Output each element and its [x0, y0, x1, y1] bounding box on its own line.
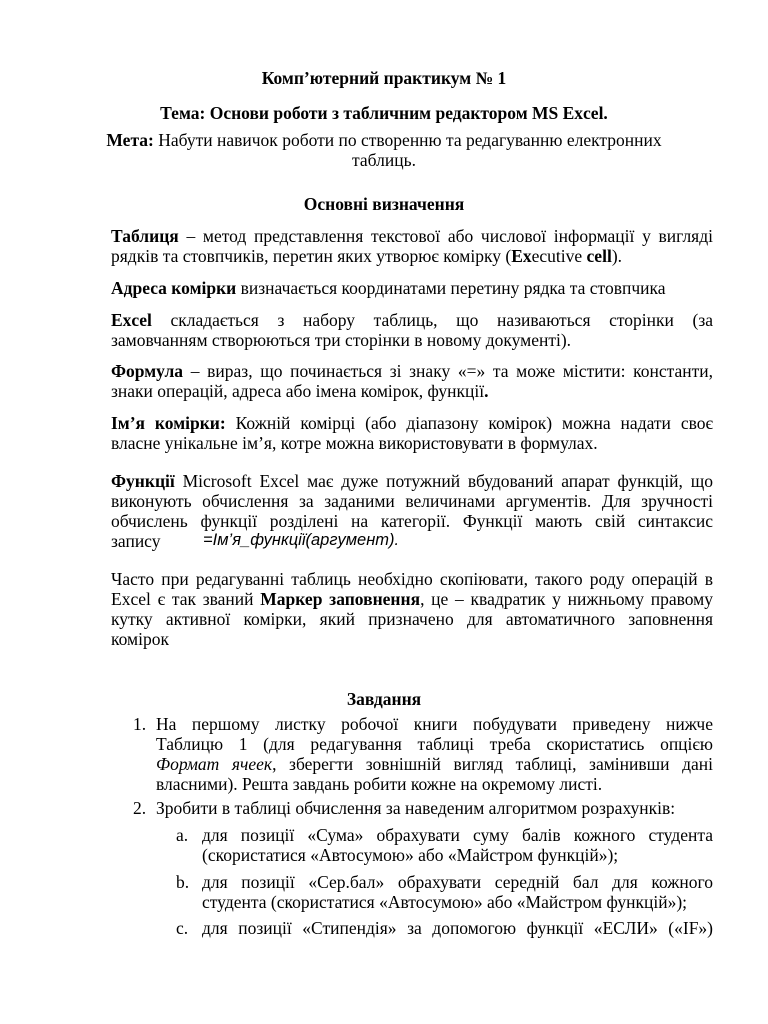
- formula-definition-line-1: Формула – вираз, що починається зі знаку «=» та може містити: константи,: [111, 361, 713, 381]
- functions-definition-line-2: виконують обчислення за заданими величинами аргументів. Для зручності: [111, 491, 713, 511]
- tasks-heading: Завдання: [346, 689, 422, 709]
- cell-name-term: Ім’я комірки:: [111, 413, 226, 433]
- subtask-b-letter: b.: [176, 872, 190, 892]
- address-definition: Адреса комірки визначається координатами перетину рядка та стовпчика: [111, 278, 666, 298]
- task-1-line-1: На першому листку робочої книги побудувати приведену нижче: [156, 714, 713, 734]
- subtask-b-line-2: студента (скористатися «Автосумою» або «Майстром функцій»);: [202, 892, 688, 912]
- theme-label: Тема:: [160, 103, 206, 123]
- functions-term: Функції: [111, 471, 175, 491]
- subtask-b-line-1: для позиції «Сер.бал» обрахувати середній бал для кожного: [202, 872, 713, 892]
- address-term: Адреса комірки: [111, 278, 237, 298]
- task-1-number: 1.: [133, 714, 147, 734]
- fill-handle-line-1: Часто при редагуванні таблиць необхідно скопіювати, такого роду операцій в: [111, 569, 713, 589]
- functions-definition-line-3: обчислень функції розділені на категорії. Функції мають свій синтаксис: [111, 511, 713, 531]
- subtask-c-letter: c.: [176, 918, 189, 938]
- formula-definition-line-2: знаки операцій, адреса або імена комірок, функції.: [111, 381, 489, 401]
- fill-handle-line-4: комірок: [111, 629, 169, 649]
- table-term: Таблиця: [111, 226, 179, 246]
- goal-line-1: [0, 130, 768, 151]
- goal-line-2: таблиць.: [352, 150, 416, 170]
- subtask-a-line-1: для позиції «Сума» обрахувати суму балів кожного студента: [202, 825, 713, 845]
- theme-text: Основи роботи з табличним редактором MS Excel.: [209, 103, 608, 123]
- excel-definition-line-1: Excel складається з набору таблиць, що називаються сторінки (за: [111, 310, 713, 330]
- subtask-c-line-1: для позиції «Стипендія» за допомогою функції «ЕСЛИ» («IF»): [202, 918, 713, 938]
- task-1-line-4: власними). Решта завдань робити кожне на окремому листі.: [156, 774, 603, 794]
- fill-handle-line-2: Excel є так званий Маркер заповнення, це – квадратик у нижньому правому: [111, 589, 714, 609]
- task-1-line-3: Формат ячеек, зберегти зовнішній вигляд таблиці, замінивши дані: [156, 754, 713, 774]
- functions-definition-line-4: запису: [111, 531, 161, 551]
- theme-line: [0, 103, 768, 124]
- table-definition-line-1: Таблиця – метод представлення текстової або числової інформації у вигляді: [111, 226, 713, 246]
- table-definition-line-2: рядків та стовпчиків, перетин яких утворює комірку (Executive cell).: [111, 246, 623, 266]
- task-2-number: 2.: [133, 798, 147, 818]
- excel-term: Excel: [111, 310, 152, 330]
- task-1-line-2: Таблицю 1 (для редагування таблиці треба скористатись опцією: [156, 734, 713, 754]
- subtask-a-letter: a.: [176, 825, 189, 845]
- subtask-a-line-2: (скористатися «Автосумою» або «Майстром функцій»);: [202, 845, 619, 865]
- task-2-line-1: Зробити в таблиці обчислення за наведеним алгоритмом розрахунків:: [156, 798, 676, 818]
- fill-handle-term: Маркер заповнення: [260, 589, 421, 609]
- formula-term: Формула: [111, 361, 184, 381]
- fill-handle-line-3: кутку активної комірки, який призначено для автоматичного заповнення: [111, 609, 713, 629]
- cell-name-definition-line-2: власне унікальне ім’я, котре можна використовувати в формулах.: [111, 433, 598, 453]
- definitions-heading: Основні визначення: [303, 194, 465, 214]
- goal-label: Мета:: [106, 130, 154, 150]
- format-cells-term: Формат ячеек: [156, 754, 273, 774]
- practicum-title: Комп’ютерний практикум № 1: [261, 68, 507, 88]
- excel-definition-line-2: замовчанням створюються три сторінки в новому документі).: [111, 330, 572, 350]
- function-syntax: =Ім’я_функції(аргумент).: [203, 531, 400, 549]
- cell-name-definition-line-1: Ім’я комірки: Кожній комірці (або діапазону комірок) можна надати своє: [111, 413, 714, 433]
- functions-definition-line-1: Функції Microsoft Excel має дуже потужний вбудований апарат функцій, що: [111, 471, 713, 491]
- goal-text-1: Набути навичок роботи по створенню та редагуванню електронних: [158, 130, 662, 150]
